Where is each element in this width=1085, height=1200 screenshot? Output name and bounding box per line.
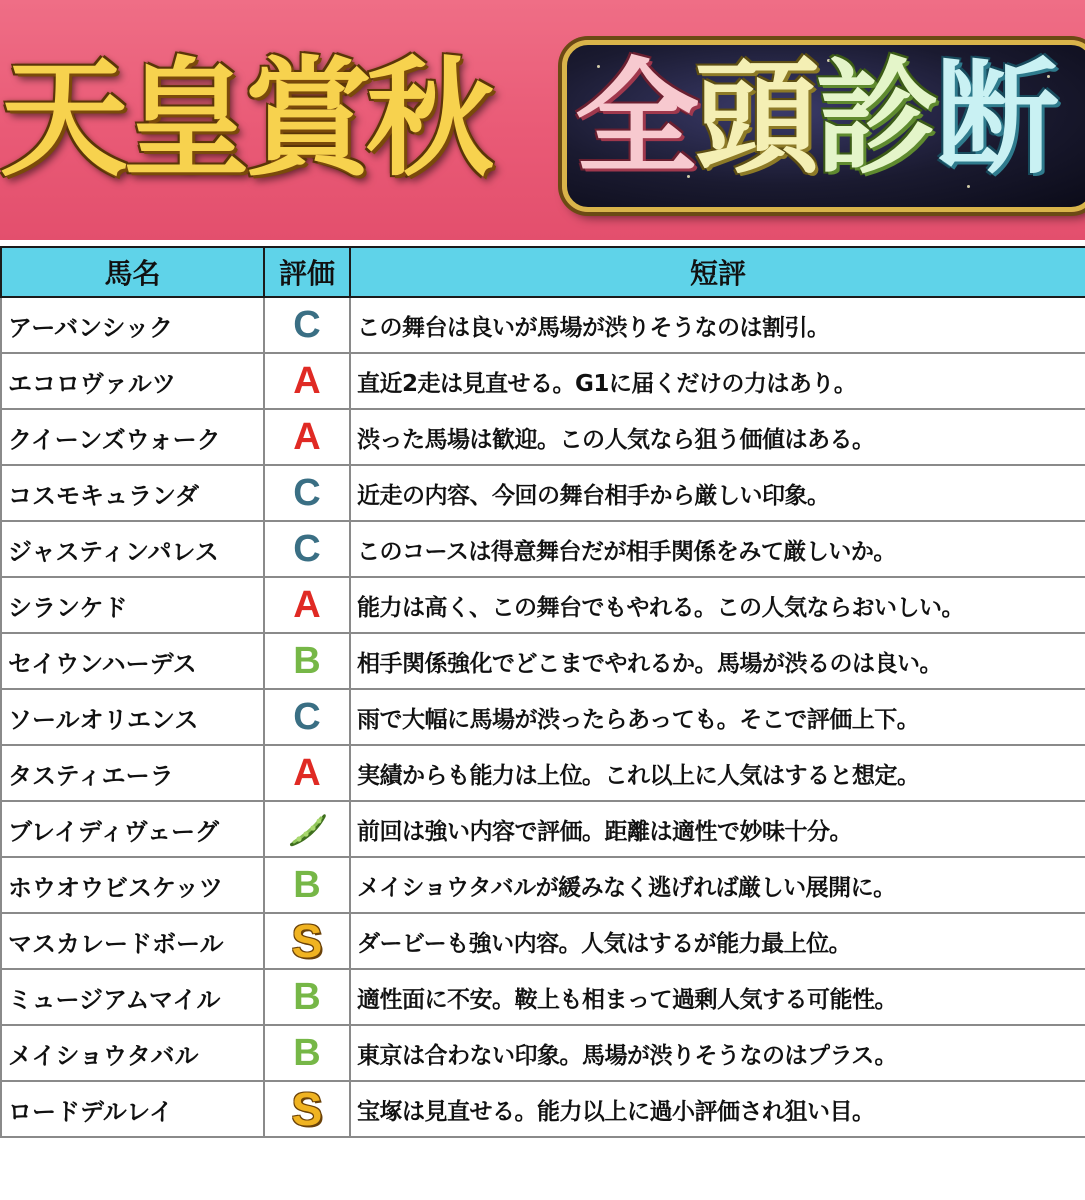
horse-name: アーバンシック bbox=[1, 297, 264, 353]
table-header-row bbox=[1, 247, 1085, 297]
title-char: 診 bbox=[815, 46, 936, 191]
grade-letter: C bbox=[293, 472, 321, 514]
table-row bbox=[1, 745, 1085, 801]
table-row bbox=[1, 913, 1085, 969]
horse-name: コスモキュランダ bbox=[1, 465, 264, 521]
pea-pod-icon bbox=[285, 809, 329, 849]
grade-cell bbox=[264, 1025, 350, 1081]
horse-name: マスカレードボール bbox=[1, 913, 264, 969]
horse-name: ソールオリエンス bbox=[1, 689, 264, 745]
table-row bbox=[1, 1081, 1085, 1137]
short-comment: この舞台は良いが馬場が渋りそうなのは割引。 bbox=[350, 297, 1085, 353]
horse-name: ミュージアムマイル bbox=[1, 969, 264, 1025]
horse-name: メイショウタバル bbox=[1, 1025, 264, 1081]
horse-name: タスティエーラ bbox=[1, 745, 264, 801]
horse-diagnosis-table bbox=[0, 246, 1085, 1138]
short-comment: 直近2走は見直せる。G1に届くだけの力はあり。 bbox=[350, 353, 1085, 409]
horse-name: ジャスティンパレス bbox=[1, 521, 264, 577]
short-comment: 雨で大幅に馬場が渋ったらあっても。そこで評価上下。 bbox=[350, 689, 1085, 745]
short-comment: 能力は高く、この舞台でもやれる。この人気ならおいしい。 bbox=[350, 577, 1085, 633]
grade-cell bbox=[264, 409, 350, 465]
table-row bbox=[1, 801, 1085, 857]
grade-cell bbox=[264, 353, 350, 409]
grade-cell bbox=[264, 577, 350, 633]
short-comment: 実績からも能力は上位。これ以上に人気はすると想定。 bbox=[350, 745, 1085, 801]
horse-name: ブレイディヴェーグ bbox=[1, 801, 264, 857]
header-comment: 短評 bbox=[350, 247, 1085, 297]
grade-cell bbox=[264, 857, 350, 913]
grade-letter: A bbox=[293, 584, 321, 626]
title-race-name: 天皇賞秋 bbox=[0, 44, 489, 194]
title-char: 全 bbox=[575, 46, 696, 191]
header-grade: 評価 bbox=[264, 247, 350, 297]
grade-cell bbox=[264, 689, 350, 745]
horse-name: ホウオウビスケッツ bbox=[1, 857, 264, 913]
table-row bbox=[1, 353, 1085, 409]
title-banner bbox=[0, 0, 1085, 240]
short-comment: メイショウタバルが緩みなく逃げれば厳しい展開に。 bbox=[350, 857, 1085, 913]
grade-letter: A bbox=[293, 360, 321, 402]
short-comment: 東京は合わない印象。馬場が渋りそうなのはプラス。 bbox=[350, 1025, 1085, 1081]
table-row bbox=[1, 297, 1085, 353]
horse-name: セイウンハーデス bbox=[1, 633, 264, 689]
grade-cell bbox=[264, 521, 350, 577]
short-comment: 相手関係強化でどこまでやれるか。馬場が渋るのは良い。 bbox=[350, 633, 1085, 689]
horse-name: エコロヴァルツ bbox=[1, 353, 264, 409]
table-row bbox=[1, 689, 1085, 745]
grade-letter: B bbox=[293, 976, 321, 1018]
grade-cell bbox=[264, 1081, 350, 1137]
grade-cell bbox=[264, 465, 350, 521]
grade-letter: C bbox=[293, 696, 321, 738]
grade-letter: S bbox=[291, 915, 323, 967]
grade-letter: A bbox=[293, 752, 321, 794]
table-row bbox=[1, 409, 1085, 465]
horse-name: シランケド bbox=[1, 577, 264, 633]
grade-letter: B bbox=[293, 1032, 321, 1074]
short-comment: ダービーも強い内容。人気はするが能力最上位。 bbox=[350, 913, 1085, 969]
short-comment: 適性面に不安。鞍上も相まって過剰人気する可能性。 bbox=[350, 969, 1085, 1025]
grade-letter: C bbox=[293, 528, 321, 570]
grade-cell bbox=[264, 913, 350, 969]
short-comment: 前回は強い内容で評価。距離は適性で妙味十分。 bbox=[350, 801, 1085, 857]
table-row bbox=[1, 465, 1085, 521]
grade-letter: B bbox=[293, 640, 321, 682]
table-row bbox=[1, 633, 1085, 689]
title-char: 断 bbox=[935, 46, 1056, 191]
header-horse-name: 馬名 bbox=[1, 247, 264, 297]
table-row bbox=[1, 577, 1085, 633]
table-row bbox=[1, 1025, 1085, 1081]
short-comment: 宝塚は見直せる。能力以上に過小評価され狙い目。 bbox=[350, 1081, 1085, 1137]
grade-cell bbox=[264, 969, 350, 1025]
table-row bbox=[1, 521, 1085, 577]
grade-letter: B bbox=[293, 864, 321, 906]
table-row bbox=[1, 857, 1085, 913]
grade-cell bbox=[264, 633, 350, 689]
grade-cell bbox=[264, 297, 350, 353]
grade-cell bbox=[264, 745, 350, 801]
short-comment: 近走の内容、今回の舞台相手から厳しい印象。 bbox=[350, 465, 1085, 521]
title-char: 頭 bbox=[695, 46, 816, 191]
horse-name: クイーンズウォーク bbox=[1, 409, 264, 465]
short-comment: このコースは得意舞台だが相手関係をみて厳しいか。 bbox=[350, 521, 1085, 577]
table-row bbox=[1, 969, 1085, 1025]
grade-cell bbox=[264, 801, 350, 857]
title-full-diagnosis bbox=[575, 44, 1055, 194]
grade-letter: A bbox=[293, 416, 321, 458]
short-comment: 渋った馬場は歓迎。この人気なら狙う価値はある。 bbox=[350, 409, 1085, 465]
grade-letter: S bbox=[291, 1083, 323, 1135]
grade-letter: C bbox=[293, 304, 321, 346]
horse-name: ロードデルレイ bbox=[1, 1081, 264, 1137]
